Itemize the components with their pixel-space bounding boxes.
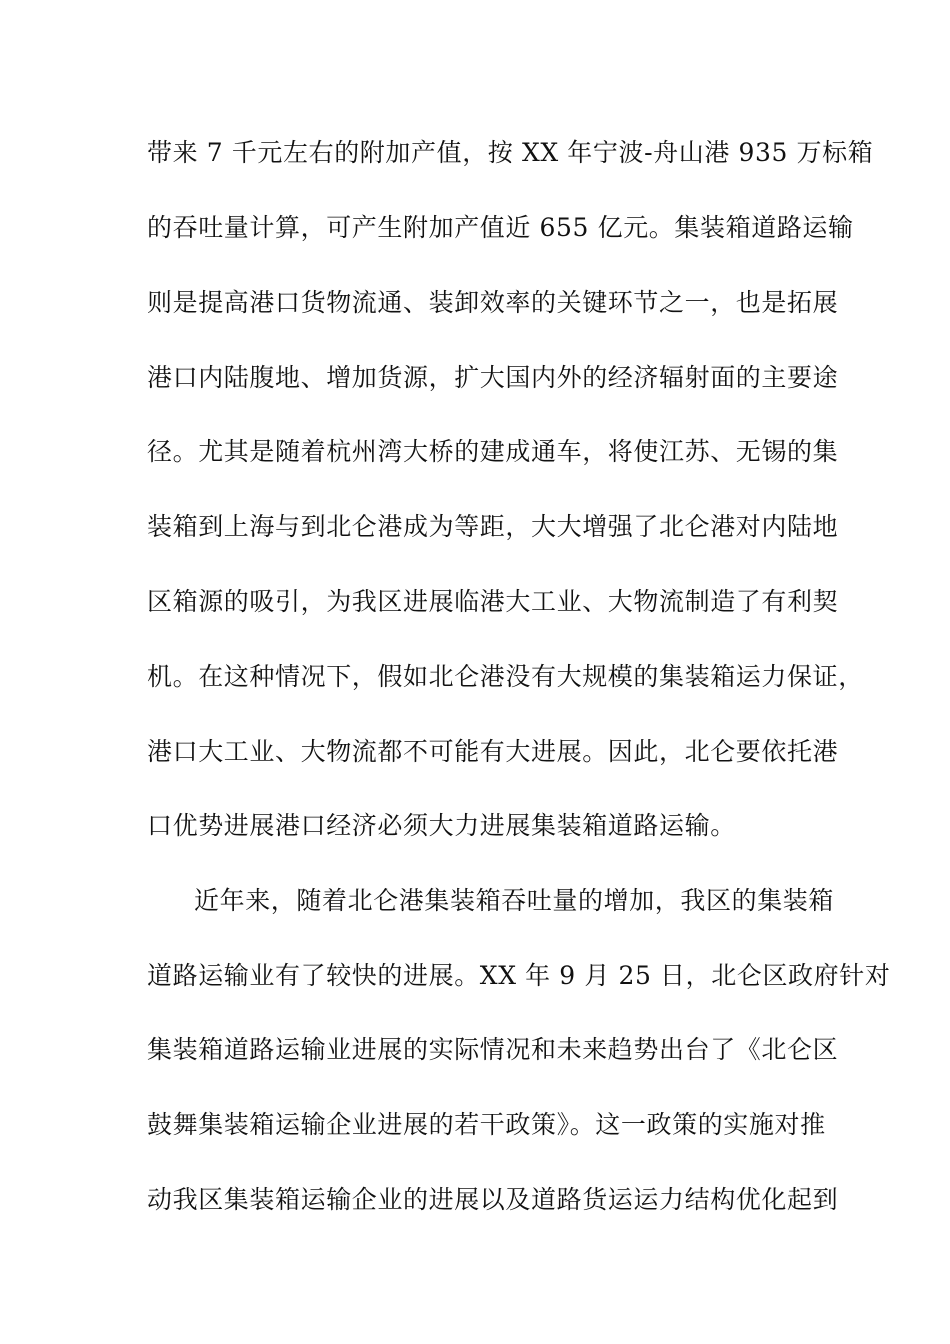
paragraph-line: 装箱到上海与到北仑港成为等距，大大增强了北仑港对内陆地 xyxy=(147,512,839,541)
paragraph-line: 机。在这种情况下，假如北仑港没有大规模的集装箱运力保证， xyxy=(147,662,864,691)
paragraph-line: 近年来，随着北仑港集装箱吞吐量的增加，我区的集装箱 xyxy=(194,886,835,915)
paragraph-line: 径。尤其是随着杭州湾大桥的建成通车，将使江苏、无锡的集 xyxy=(147,437,839,466)
paragraph-line: 道路运输业有了较快的进展。XX 年 9 月 25 日，北仑区政府针对 xyxy=(147,961,891,990)
paragraph-line: 的吞吐量计算，可产生附加产值近 655 亿元。集装箱道路运输 xyxy=(147,213,854,242)
paragraph-line: 口优势进展港口经济必须大力进展集装箱道路运输。 xyxy=(147,811,736,840)
paragraph-line: 区箱源的吸引，为我区进展临港大工业、大物流制造了有利契 xyxy=(147,587,839,616)
paragraph-line: 集装箱道路运输业进展的实际情况和未来趋势出台了《北仑区 xyxy=(147,1035,839,1064)
paragraph-line: 港口内陆腹地、增加货源，扩大国内外的经济辐射面的主要途 xyxy=(147,363,839,392)
paragraph-line: 带来 7 千元左右的附加产值，按 XX 年宁波-舟山港 935 万标箱 xyxy=(147,138,874,167)
paragraph-line: 鼓舞集装箱运输企业进展的若干政策》。这一政策的实施对推 xyxy=(147,1110,826,1139)
paragraph-line: 动我区集装箱运输企业的进展以及道路货运运力结构优化起到 xyxy=(147,1185,839,1214)
paragraph-line: 则是提高港口货物流通、装卸效率的关键环节之一，也是拓展 xyxy=(147,288,839,317)
paragraph-line: 港口大工业、大物流都不可能有大进展。因此，北仑要依托港 xyxy=(147,737,839,766)
